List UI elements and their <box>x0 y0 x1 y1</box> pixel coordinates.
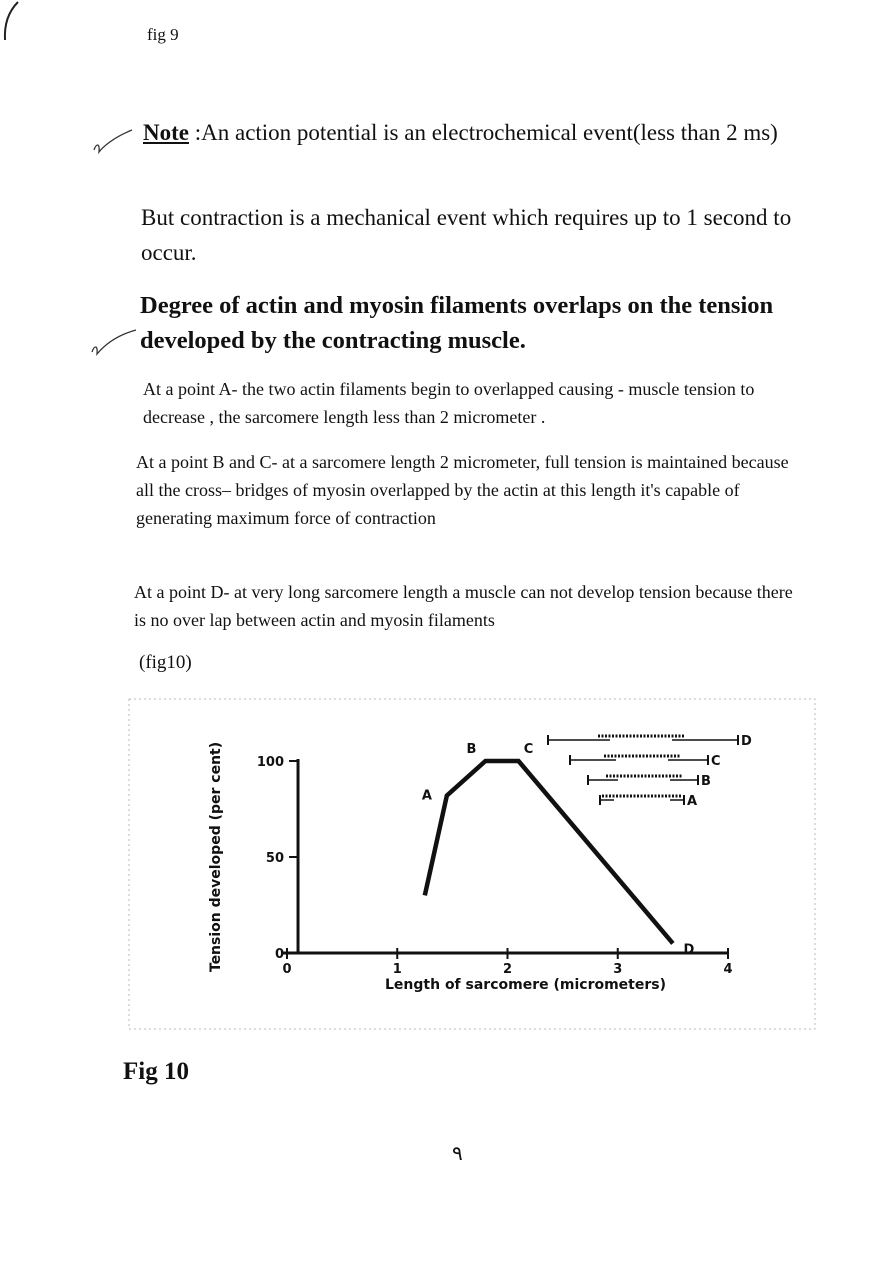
note-paragraph <box>143 116 793 150</box>
tension-length-chart <box>128 698 816 1030</box>
y-tick-label: 0 <box>274 947 285 962</box>
figure-caption: Fig 10 <box>123 1058 189 1085</box>
diagram-label-a: A <box>687 794 698 809</box>
tension-series-line <box>425 761 673 943</box>
point-bc-paragraph: At a point B and C- at a sarcomere length 2 micrometer, full tension is maintained because all the cross– bridges of myosin overlapped by the actin at this length it's capable of generating maximum force of contraction <box>136 452 789 528</box>
fig9-label: fig 9 <box>147 25 179 44</box>
diagram-label-c: C <box>711 754 721 769</box>
checkmark-icon <box>90 128 136 162</box>
x-axis-label: Length of sarcomere (micrometers) <box>385 977 666 993</box>
y-axis-label: Tension developed (per cent) <box>208 741 224 973</box>
point-label-b: B <box>466 742 477 757</box>
note-label: Note <box>143 120 189 145</box>
point-label-c: C <box>523 742 534 757</box>
note-text: :An action potential is an electrochemical event(less than 2 ms) <box>188 120 778 145</box>
diagram-label-d: D <box>741 734 752 749</box>
sarcomere-diagrams <box>548 734 752 809</box>
point-label-a: A <box>421 788 432 804</box>
x-tick-label: 3 <box>613 962 623 977</box>
point-label-d: D <box>683 942 695 958</box>
y-tick-label: 50 <box>265 851 285 866</box>
point-labels <box>421 742 698 958</box>
chart-svg <box>128 698 816 1030</box>
x-tick-label: 4 <box>723 962 733 977</box>
y-ticks <box>257 755 298 962</box>
fig10-reference: (fig10) <box>139 652 192 673</box>
checkmark-icon <box>88 328 138 358</box>
x-tick-label: 1 <box>392 962 402 977</box>
point-d-paragraph: At a point D- at very long sarcomere length a muscle can not develop tension because there is no over lap between actin and myosin filaments <box>134 582 793 630</box>
x-tick-label: 2 <box>502 962 513 977</box>
diagram-label-b: B <box>701 774 711 789</box>
y-tick-label: 100 <box>256 755 285 770</box>
contraction-paragraph: But contraction is a mechanical event which requires up to 1 second to occur. <box>141 205 792 265</box>
point-a-paragraph: At a point A- the two actin filaments begin to overlapped causing - muscle tension to decrease , the sarcomere length less than 2 micrometer . <box>143 379 755 427</box>
x-tick-label: 0 <box>282 962 292 977</box>
section-heading: Degree of actin and myosin filaments overlaps on the tension developed by the contracting muscle. <box>140 292 774 354</box>
page-corner-mark <box>0 0 30 60</box>
page-number: ٩ <box>452 1143 463 1165</box>
